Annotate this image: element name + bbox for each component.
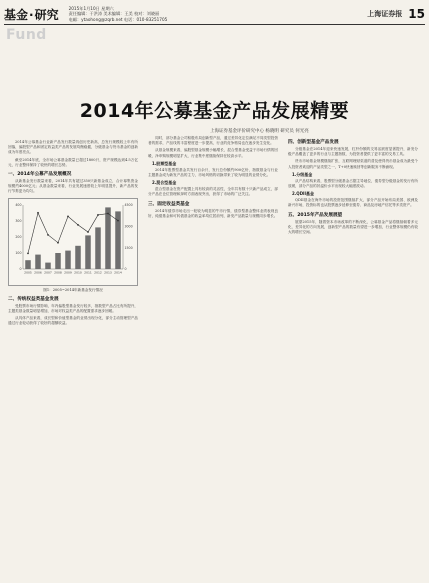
y-tick-label-left: 400	[15, 202, 22, 207]
paragraph: 从具体产品来看，成长型和价值型基金的业绩出现分化，部分主动管理型产品通过行业轮动获得了较好的超额收益。	[8, 316, 138, 326]
section-heading: 一、2014年公募产品发展概况	[8, 172, 72, 178]
chart-bar	[85, 235, 91, 269]
chart-line-point	[37, 212, 39, 214]
x-tick-label: 2009	[64, 270, 72, 275]
paragraph: 从产品结构来看，股票型分级基金占据主导地位，债券型分级基金的发行有所放缓，部分产品的折溢价水平出现较大幅度波动。	[288, 178, 418, 189]
column-label: Fund	[6, 27, 47, 43]
chart-bar	[105, 207, 111, 269]
section-heading: 二、传统权益类基金发展	[8, 296, 59, 302]
chart-figure	[8, 198, 138, 286]
subsection-heading: 2.QDII基金	[292, 191, 314, 197]
y-tick-label-right: 0	[124, 266, 127, 271]
editor-line: 责任编辑：于洪涛 美术编辑：王美 校对：刘晓丽	[68, 11, 160, 17]
article-byline: 上海证券基金评价研究中心 杨晓明 研究员 何光亮	[210, 129, 309, 134]
chart-line-point	[47, 234, 49, 236]
section-name: 基金	[4, 7, 29, 22]
x-tick-label: 2013	[104, 270, 112, 275]
chart-line-point	[87, 231, 89, 233]
subsection-heading: 1.分级基金	[292, 171, 313, 177]
x-tick-label: 2012	[94, 270, 102, 275]
chart-line-point	[27, 252, 29, 254]
paragraph: QDII基金在海外市场的投资范围继续扩大，部分产品开始布局美国、欧洲及新兴市场，投资标的也从股票逐步延伸至债券、商品及房地产信托等多类资产。	[288, 198, 418, 208]
email-line: 电邮：ytaohong@zqrb.net 电话：010-83251705	[68, 16, 168, 22]
x-tick-label: 2008	[54, 270, 62, 275]
paragraph: 货币市场基金规模继续扩张，互联网理财渠道的普及使得货币基金成为最受个人投资者欢迎的产品类型之一，T+0快速赎回等创新服务不断涌现。	[288, 159, 418, 169]
section-heading: 五、2015年产品发展展望	[288, 212, 343, 218]
new-fund-issuance-chart	[9, 199, 137, 281]
section-heading: 三、固定收益类基金	[148, 201, 190, 207]
paragraph: 从新基金发行数量来看，2014年共有超过350只新基金成立，合计募集资金规模约4000亿元；从基金数量来看，行业发展速度较上年明显提升，新产品的发行节奏更为均匀。	[8, 179, 138, 194]
y-tick-label-left: 0	[19, 266, 22, 271]
paragraph: 2014年公募基金行业新产品发行数量再创历史新高，总发行规模较上年有所回落，偏股型产品和固定收益类产品的发展均衡稳健，分级基金与货币基金的创新成为年度亮点。	[8, 140, 138, 155]
article-column-middle	[148, 136, 278, 221]
paragraph: 受股票市场行情影响，年内偏股型基金发行较多，指数型产品占比有所提升，主题类基金数量明显增加，市场对权益类产品的配置需求逐步回暖。	[8, 303, 138, 313]
chart-bar	[65, 250, 71, 268]
subsection-name: 研究	[34, 7, 59, 22]
chart-bar	[75, 245, 81, 268]
paragraph: 混合型基金在资产配置上具有较高的灵活性，全年共有数十只新产品成立，部分产品在仓位管理和择时方面表现突出，获得了市场的广泛关注。	[148, 187, 278, 197]
paragraph: 2014年债券市场走出一轮较为明显的牛市行情，债券型基金整体业绩表现良好，纯债基金和可转债基金的收益率均位居前列，新发产品数量与规模同步增长。	[148, 208, 278, 218]
x-tick-label: 2010	[74, 270, 82, 275]
paragraph: 2014年股票型基金共发行百余只，发行总份额约900亿份，指数基金与行业主题基金成为新发产品的主力，市场风格的切换带来了较为明显的业绩分化。	[148, 167, 278, 178]
chart-caption: 图1：2005~2014年新基金发行情况	[43, 287, 103, 292]
y-tick-label-left: 300	[15, 218, 22, 223]
masthead	[4, 4, 425, 24]
x-tick-label: 2005	[24, 270, 32, 275]
paragraph: 截至2014年底，全市场公募基金数量已超过1800只，资产规模达到4.5万亿元，行业整体保持了较快的增长态势。	[8, 157, 138, 167]
y-tick-label-left: 100	[15, 250, 22, 255]
y-tick-label-right: 3000	[124, 224, 133, 229]
chart-line-point	[117, 219, 119, 221]
chart-line-point	[97, 214, 99, 216]
article-headline: 2014年公募基金产品发展精要	[79, 100, 350, 122]
y-tick-label-right: 1500	[124, 245, 133, 250]
y-tick-label-right: 4500	[124, 202, 133, 207]
article-column-left	[8, 140, 138, 328]
subsection-heading: 1.股票型基金	[152, 160, 177, 166]
date-line: 2015年1月10日 星期六	[68, 5, 114, 11]
x-tick-label: 2014	[114, 270, 122, 275]
masthead-rule	[4, 24, 425, 25]
paper-name: 上海证券报	[367, 9, 403, 18]
chart-line-point	[77, 224, 79, 226]
x-tick-label: 2006	[34, 270, 42, 275]
chart-bar	[55, 253, 61, 269]
chart-line-point	[57, 241, 59, 243]
chart-line-point	[67, 215, 69, 217]
chart-bar	[95, 227, 101, 269]
x-tick-label: 2011	[84, 270, 92, 275]
chart-bar	[35, 254, 41, 268]
masthead-brand: 基金·研究	[4, 7, 59, 22]
section-heading: 四、创新型基金产品发展	[288, 140, 339, 145]
paragraph: 从基金规模来看，偏股型基金规模小幅增长，混合型基金受益于市场行情的回暖，净申购规模明显扩大，行业集中度继续保持在较高水平。	[148, 148, 278, 158]
subsection-heading: 2.混合型基金	[152, 180, 177, 186]
paragraph: 分级基金在2014年迎来快速发展，杠杆份额的交易活跃度显著提升，新发分级产品覆盖了更多的行业与主题指数，为投资者提供了更丰富的交易工具。	[288, 147, 418, 157]
chart-line-point	[107, 212, 109, 214]
article-column-right	[288, 136, 418, 237]
x-tick-label: 2007	[44, 270, 52, 275]
y-tick-label-left: 200	[15, 234, 22, 239]
paragraph: 展望2015年，随着资本市场改革的不断深化，公募基金产品将继续朝着多元化、差异化的方向发展，创新型产品的数量有望进一步增加，行业整体规模仍有较大的增长空间。	[288, 219, 418, 235]
chart-bar	[45, 262, 51, 268]
chart-line-series	[28, 212, 118, 253]
masthead-meta	[69, 6, 368, 23]
page-number: 15	[408, 7, 425, 21]
paragraph: 同时，部分基金公司积极布局创新型产品，通过差异化定位满足不同类型投资者的需求，产品线的丰富程度进一步提高，行业的竞争格局也在逐步发生变化。	[148, 136, 278, 146]
chart-bar	[25, 260, 31, 269]
